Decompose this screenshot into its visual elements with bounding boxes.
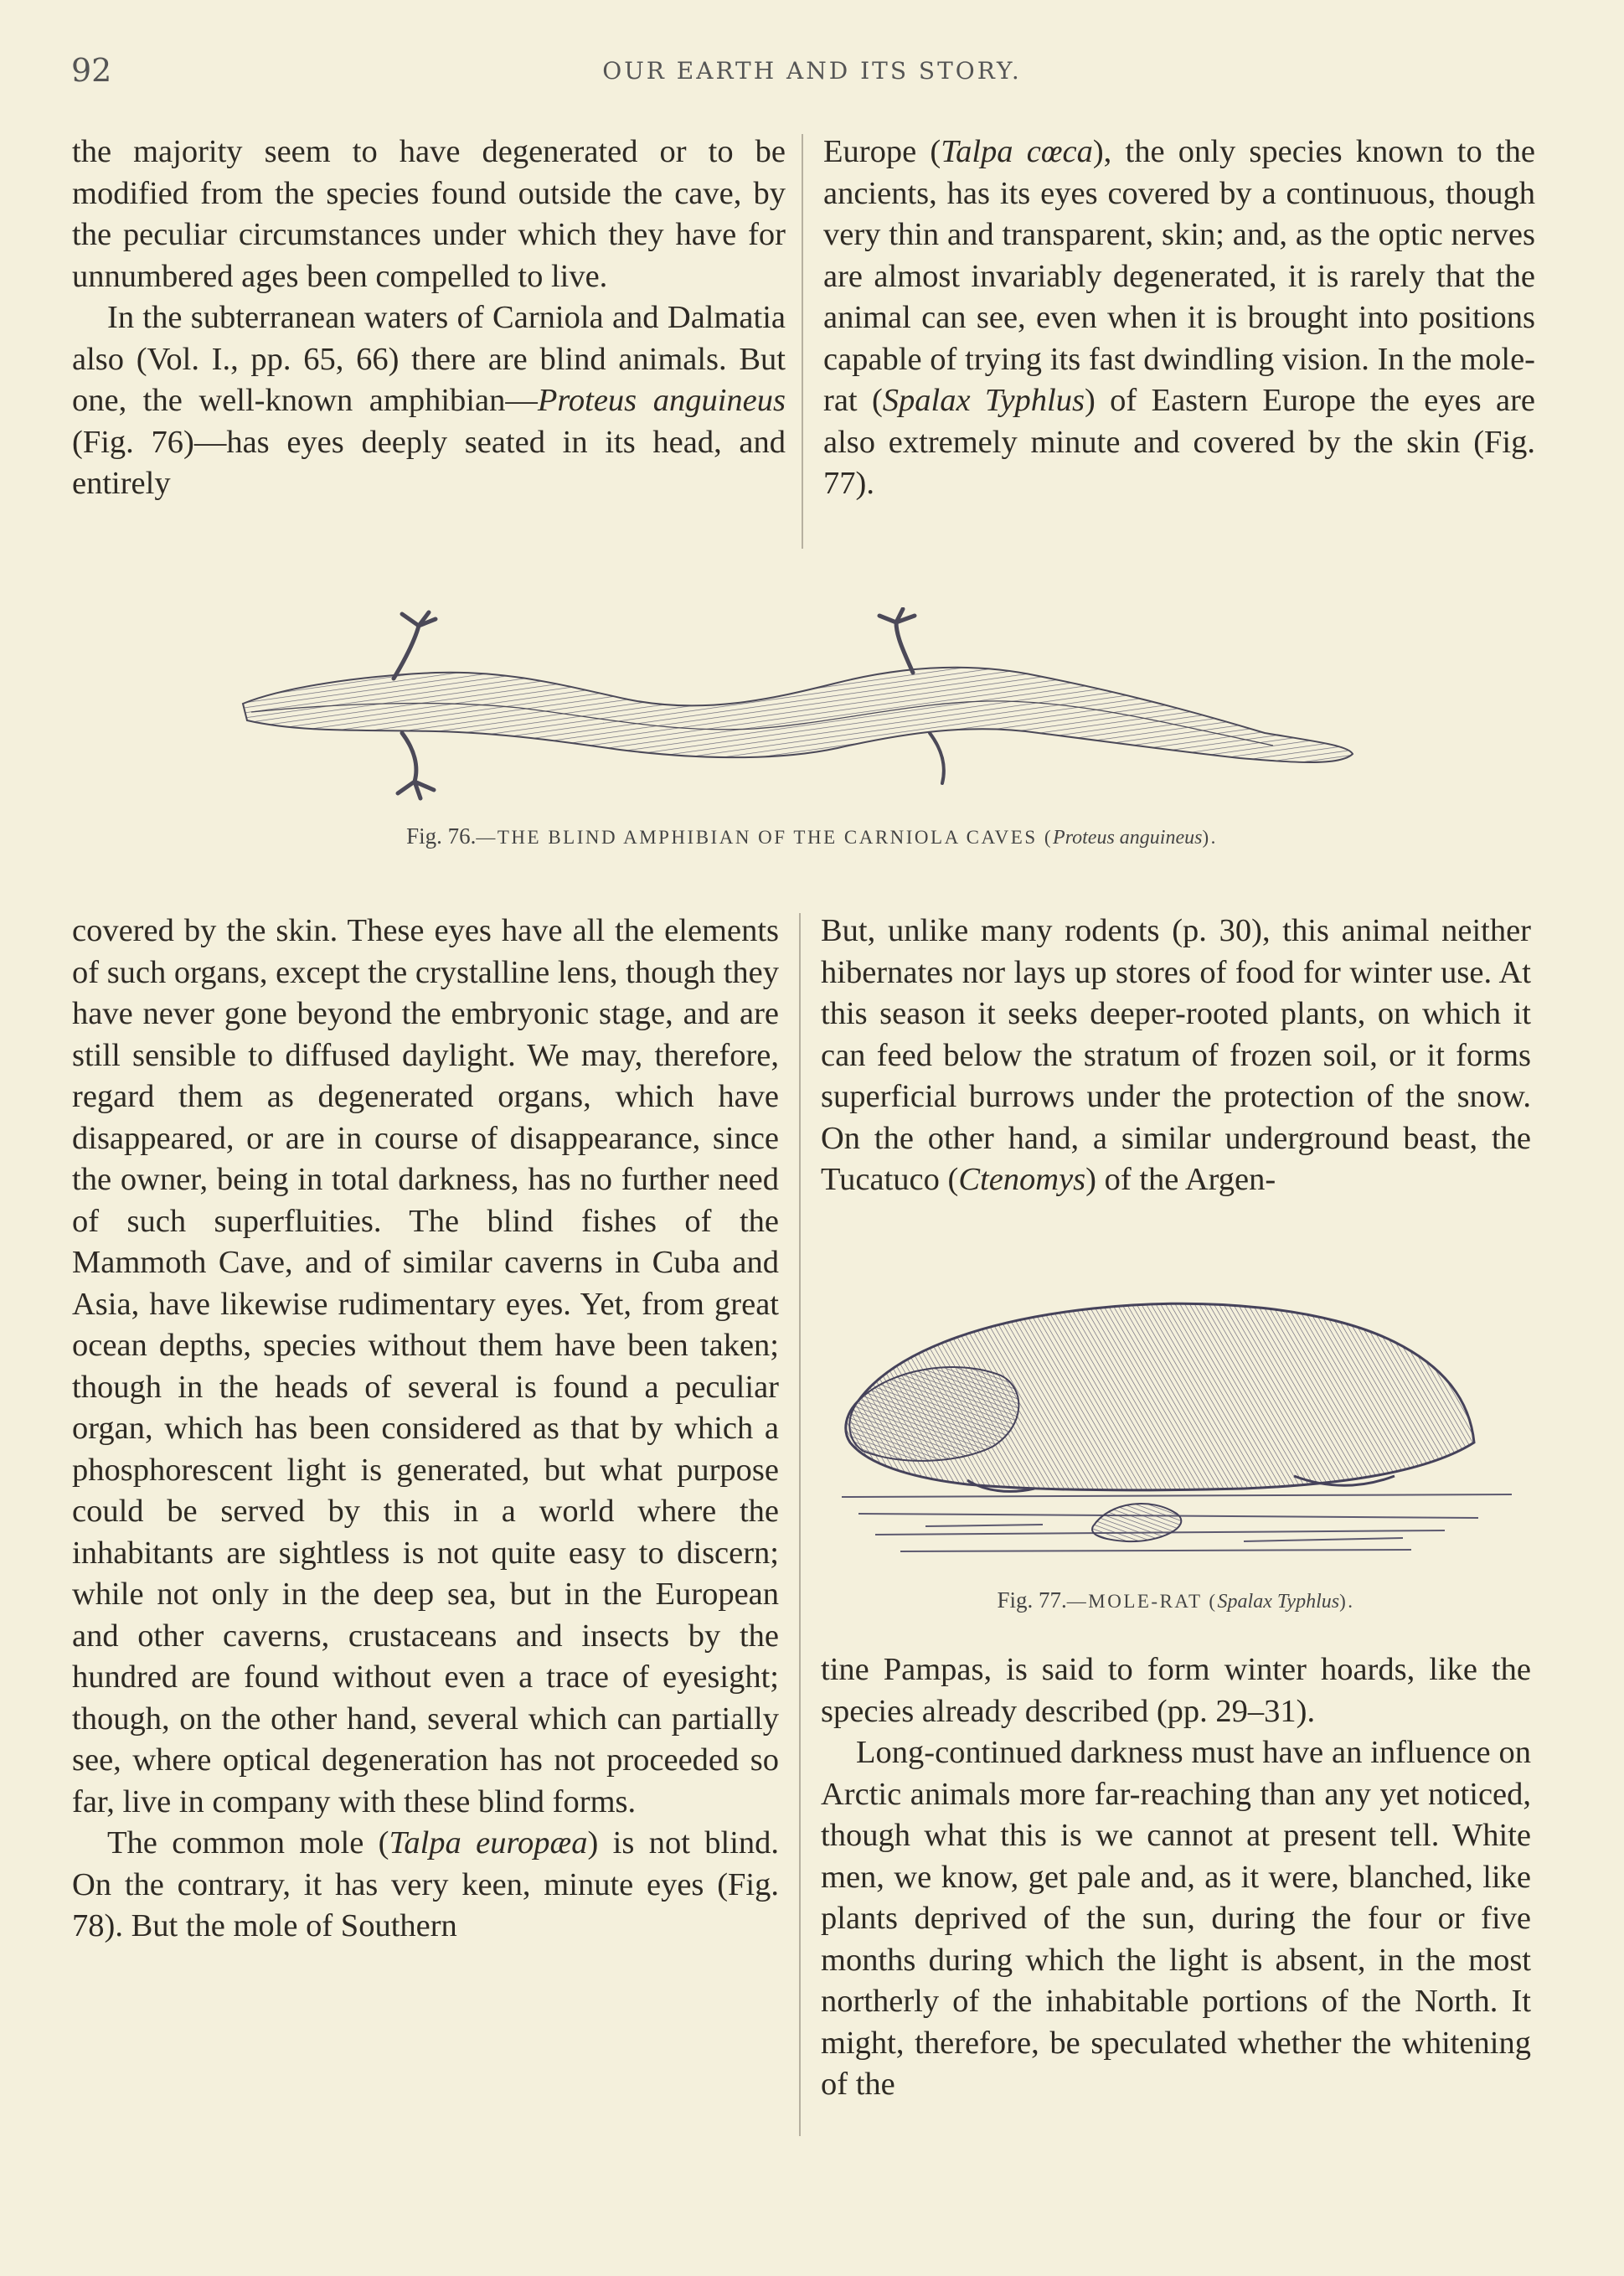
figure-76-caption (0, 823, 1624, 849)
column-left-top (72, 132, 786, 505)
paragraph: Long-continued darkness must have an influence on Arctic animals more far-reaching than any yet noticed, though what this is we cannot at present tell. White men, we know, get pale and, as it were, blanched, like plants deprived of the sun, during the four or five months during which the light is absent, in the most northerly of the inhabitable portions of the North. It might, therefore, be speculated whether the whitening of the (821, 1735, 1531, 2102)
text-run: The common mole ( (107, 1825, 389, 1861)
column-divider (799, 913, 801, 2136)
paragraph (72, 1823, 779, 1948)
caption-end: ). (1339, 1591, 1355, 1612)
running-title: OUR EARTH AND ITS STORY. (602, 57, 1022, 85)
paragraph (823, 132, 1535, 505)
column-right-middle (821, 911, 1531, 1201)
paragraph: tine Pampas, is said to form winter hoards, like the species already described (pp. 29–31). (821, 1652, 1531, 1729)
species-name: Talpa cœca (941, 134, 1093, 169)
figure-label: Fig. 77. (997, 1587, 1067, 1613)
text-run: ) of Eastern Europe the eyes are also extremely minute and covered by the skin (Fig. 77). (823, 383, 1535, 501)
text-run: But, unlike many rodents (p. 30), this animal neither hibernates nor lays up stores of food for winter use. At this season it seeks deeper-rooted plants, on which it can feed below the stratum of frozen soil, or it forms superficial burrows under the protection of the snow. On the other hand, a similar underground beast, the Tucatuco ( (821, 913, 1531, 1197)
text-run: (Fig. 76)—has eyes deeply seated in its head, and entirely (72, 424, 786, 501)
text-run: ) of the Argen- (1085, 1162, 1276, 1197)
species-name: Talpa europæa (389, 1825, 588, 1861)
column-right-bottom (821, 1649, 1531, 2106)
figure-label: Fig. 76. (406, 823, 477, 849)
caption-text: —MOLE-RAT ( (1066, 1591, 1218, 1612)
mole-rat-illustration (825, 1275, 1520, 1568)
species-name: Spalax Typhlus (882, 383, 1085, 418)
column-divider (802, 134, 803, 549)
figure-77-caption (821, 1587, 1531, 1613)
text-run: ), the only species known to the ancients, has its eyes covered by a continuous, though very thin and transparent, skin; and, as the optic nerves are almost invariably degenerated, it is rarely that the animal can see, even when it is brought into positions capable of trying its fast dwindling vision. In the mole-rat ( (823, 134, 1536, 418)
running-head (0, 52, 1624, 94)
paragraph (72, 297, 786, 505)
paragraph (821, 911, 1531, 1201)
proteus-illustration (235, 607, 1365, 817)
paragraph: covered by the skin. These eyes have all the elements of such organs, except the crystalline lens, though they have never gone beyond the embryonic stage, and are still sensible to diffused daylight. We may, therefore, regard them as degenerated organs, which have disappeared, or are in course of disappearance, since the owner, being in total darkness, has no further need of such superfluities. The blind fishes of the Mammoth Cave, and of similar caverns in Cuba and Asia, have likewise rudimentary eyes. Yet, from great ocean depths, species without them have been taken; though in the heads of several is found a peculiar organ, which has been considered as that by which a phosphorescent light is generated, but what purpose could be served by this in a world where the inhabitants are sightless is not quite easy to discern; while not only in the deep sea, but in the European and other caverns, crustaceans and insects by the hundred are found without even a trace of eyesight; though, on the other hand, several which can partially see, where optical degeneration has not proceeded so far, live in company with these blind forms. (72, 913, 779, 1819)
species-name: Proteus anguineus (1053, 827, 1203, 849)
species-name: Proteus anguineus (537, 383, 786, 418)
caption-end: ). (1202, 827, 1218, 848)
species-name: Spalax Typhlus (1217, 1591, 1340, 1613)
column-left-bottom (72, 911, 779, 1948)
page-number: 92 (71, 52, 112, 89)
text-run: In the subterranean waters of Carniola and Dalmatia also (Vol. I., pp. 65, 66) there are blind animals. But one, the well-known amphibian— (72, 300, 786, 418)
text-run: Europe ( (823, 134, 941, 169)
species-name: Ctenomys (958, 1162, 1086, 1197)
paragraph: the majority seem to have degenerated or to be modified from the species found outside the cave, by the peculiar circumstances under which they have for unnumbered ages been compelled to live. (72, 134, 786, 294)
text-run: ) is not blind. On the contrary, it has very keen, minute eyes (Fig. 78). But the mole of Southern (72, 1825, 780, 1943)
caption-text: —THE BLIND AMPHIBIAN OF THE CARNIOLA CAVES ( (476, 827, 1054, 848)
column-right-top (823, 132, 1535, 505)
